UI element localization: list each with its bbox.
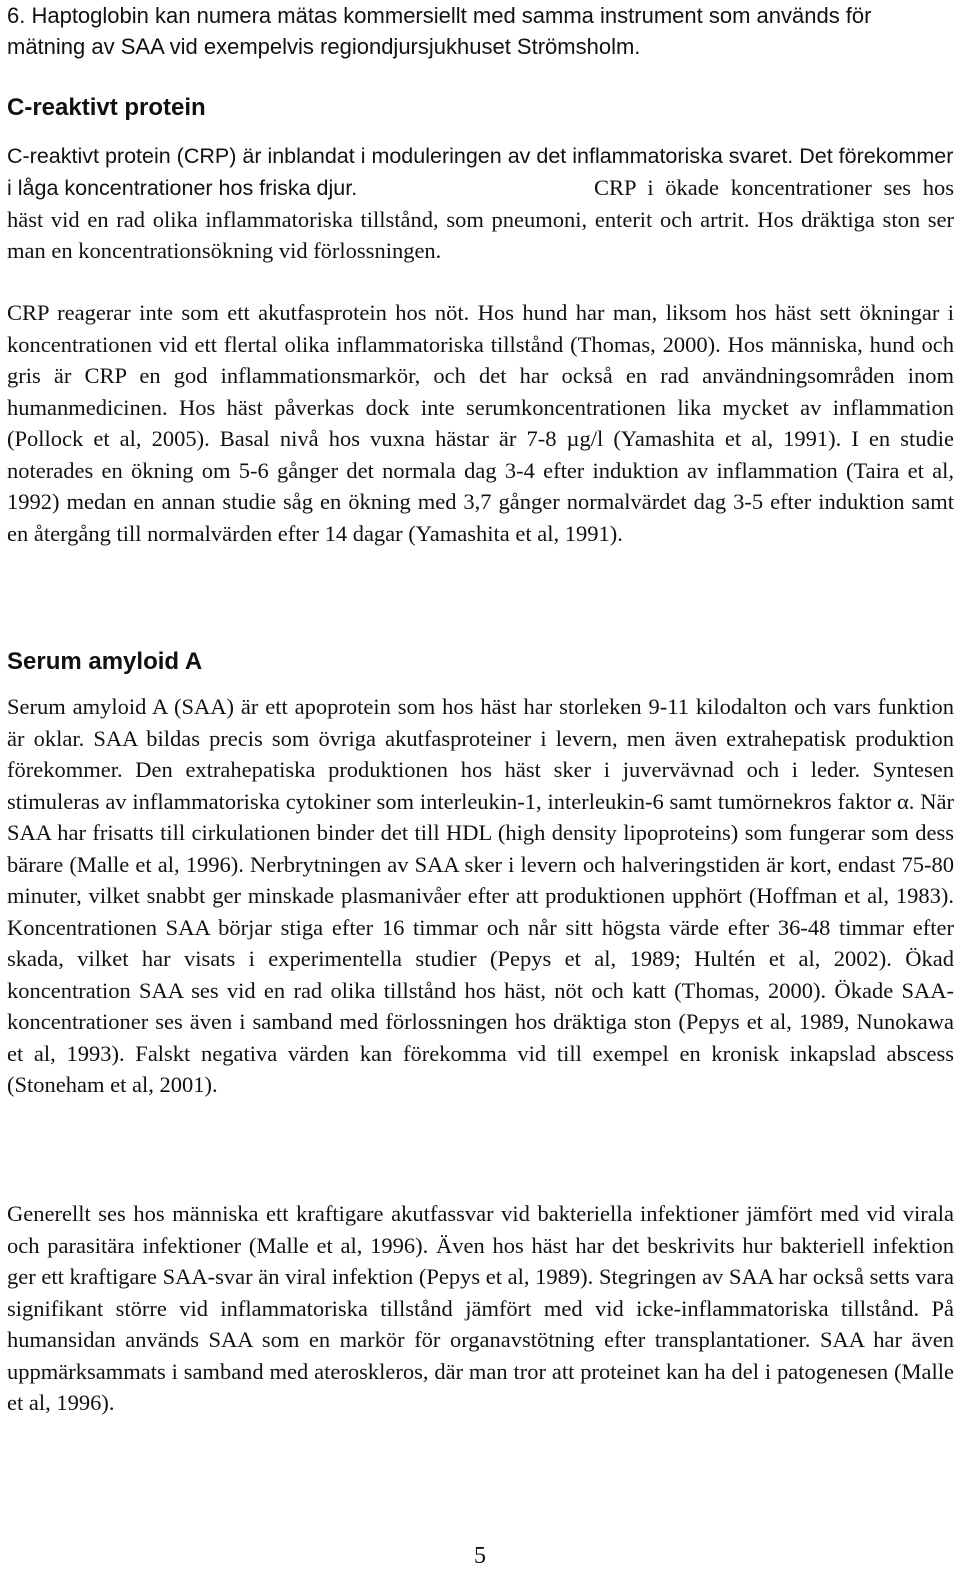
crp-paragraph-1-rest: CRP i ökade koncentrationer ses hos häst vid en rad olika inflammatoriska tillstånd, som pneumoni, enterit och artrit. Hos dräktiga ston ser man en koncentrationsökning vid förlossningen.	[7, 175, 954, 263]
saa-paragraph-1: Serum amyloid A (SAA) är ett apoprotein som hos häst har storleken 9-11 kilodalton och vars funktion är oklar. SAA bildas precis som övriga akutfasproteiner i levern, men även extrahepatisk produktion förekommer. Den extrahepatiska produktionen hos häst sker i juvervävnad och i leder. Syntesen stimuleras av inflammatoriska cytokiner som interleukin-1, interleukin-6 samt tumörnekros faktor α. När SAA har frisatts till cirkulationen binder det till HDL (high density lipoproteins) som fungerar som dess bärare (Malle et al, 1996). Nerbrytningen av SAA sker i levern och halveringstiden är kort, endast 75-80 minuter, vilket snabbt ger minskade plasmanivåer efter att produktionen upphört (Hoffman et al, 1983). Koncentrationen SAA börjar stiga efter 16 timmar och når sitt högsta värde efter 36-48 timmar efter skada, vilket har visats i experimentella studier (Pepys et al, 1989; Hultén et al, 2002). Ökad koncentration SAA ses vid en rad olika tillstånd hos häst, nöt och katt (Thomas, 2000). Ökade SAA-koncentrationer ses även i samband med förlossningen hos dräktiga ston (Pepys et al, 1989, Nunokawa et al, 1993). Falskt negativa värden kan förekomma vid till exempel en kronisk inkapslad abscess (Stoneham et al, 2001).	[7, 694, 954, 1097]
crp-paragraph-1-lead: C-reaktivt protein (CRP) är inblandat i moduleringen av det inflammatoriska svaret. Det förekommer i låga koncentrationer hos friska djur.	[7, 144, 954, 200]
heading-crp: C-reaktivt protein	[7, 94, 206, 121]
saa-paragraph-2: Generellt ses hos människa ett kraftigare akutfassvar vid bakteriella infektioner jämfört med vid virala och parasitära infektioner (Malle et al, 1996). Även hos häst har det beskrivits hur bakteriell infektion ger ett kraftigare SAA-svar än viral infektion (Pepys et al, 1989). Stegringen av SAA har också setts vara signifikant större vid inflammatoriska tillstånd jämfört med vid icke-inflammatoriska tillstånd. På humansidan används SAA som en markör för organavstötning efter transplantationer. SAA har även uppmärksammats i samband med ateroskleros, där man tror att proteinet kan ha del i patogenesen (Malle et al, 1996).	[7, 1201, 954, 1415]
list-item-6: 6. Haptoglobin kan numera mätas kommersiellt med samma instrument som används för mätning av SAA vid exempelvis regiondjursjukhuset Strömsholm.	[7, 3, 872, 59]
page-number: 5	[474, 1543, 486, 1569]
crp-paragraph-2: CRP reagerar inte som ett akutfasprotein hos nöt. Hos hund har man, liksom hos häst sett ökningar i koncentrationen vid ett flertal olika inflammatoriska tillstånd (Thomas, 2000). Hos människa, hund och gris är CRP en god inflammationsmarkör, och det har också en rad användningsområden inom humanmedicinen. Hos häst påverkas dock inte serumkoncentrationen lika mycket av inflammation (Pollock et al, 2005). Basal nivå hos vuxna hästar är 7-8 µg/l (Yamashita et al, 1991). I en studie noterades en ökning om 5-6 gånger det normala dag 3-4 efter induktion av inflammation (Taira et al, 1992) medan en annan studie såg en ökning med 3,7 gånger normalvärdet dag 3-5 efter induktion samt en återgång till normalvärden efter 14 dagar (Yamashita et al, 1991).	[7, 300, 954, 546]
heading-saa: Serum amyloid A	[7, 648, 203, 675]
